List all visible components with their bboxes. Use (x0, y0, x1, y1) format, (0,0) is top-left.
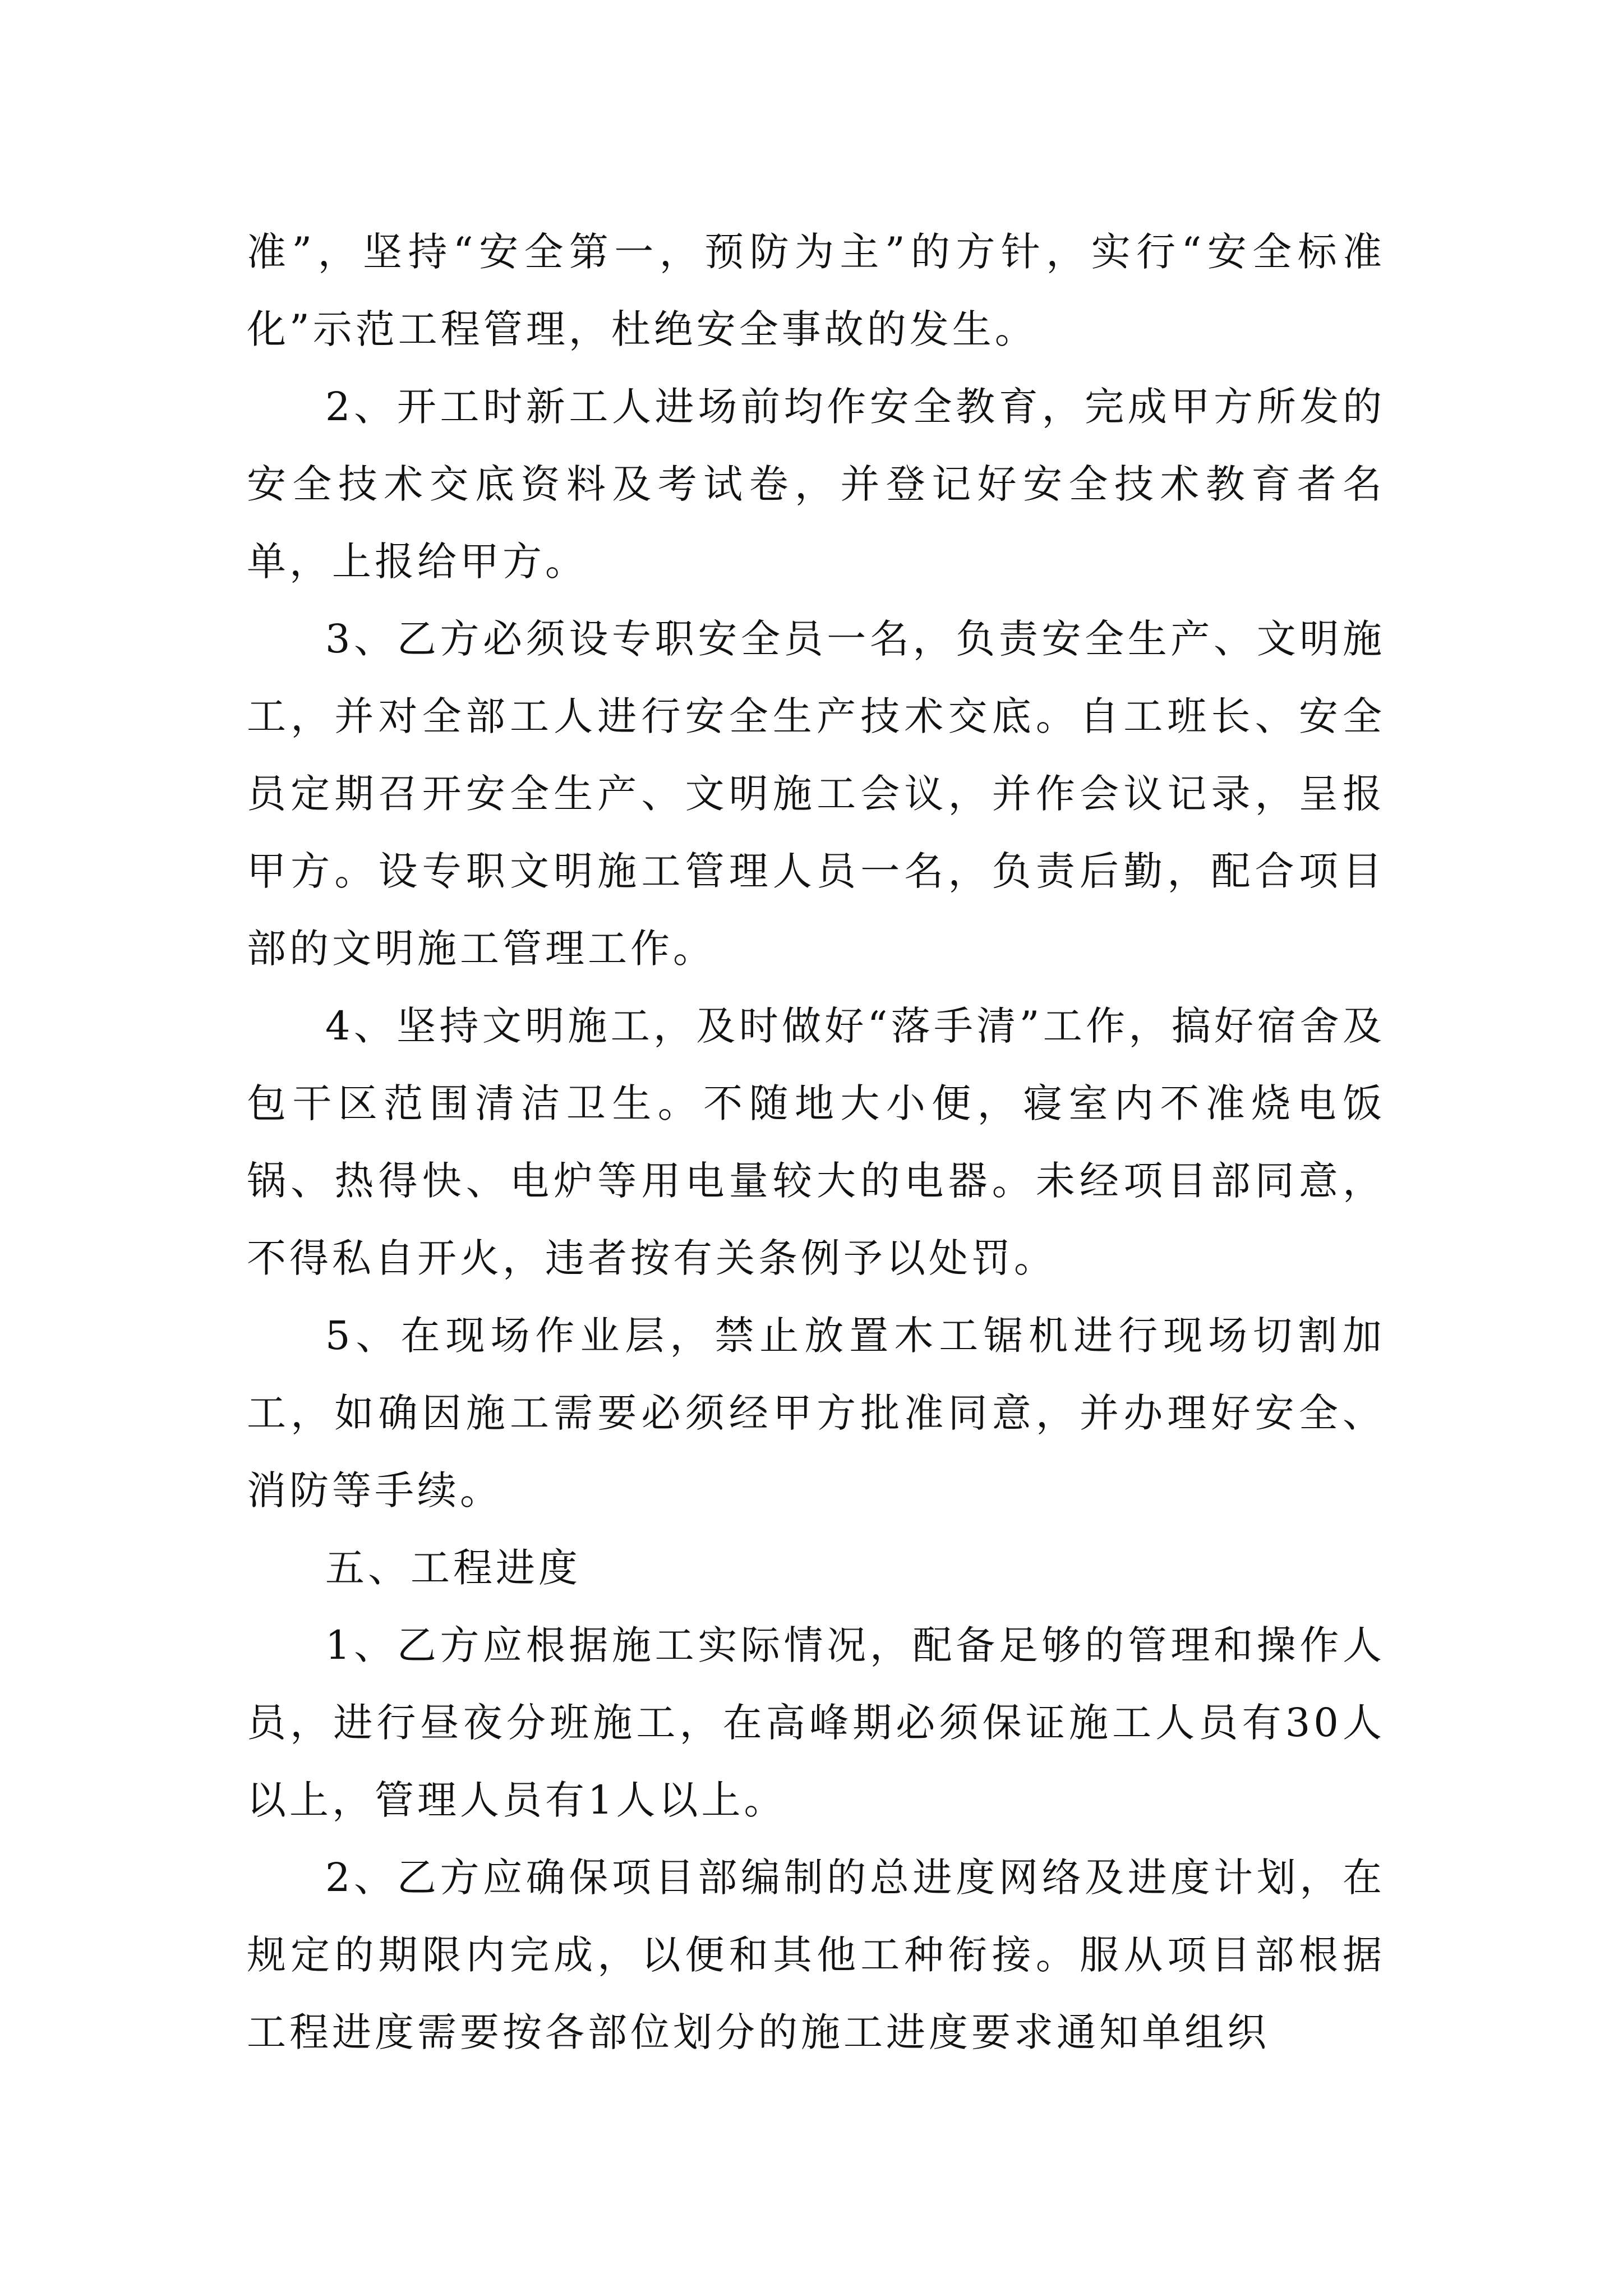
paragraph-progress-item-1-staffing: 1、乙方应根据施工实际情况，配备足够的管理和操作人员，进行昼夜分班施工，在高峰期必须保证施工人员有30人以上，管理人员有1人以上。 (247, 1622, 1385, 1823)
paragraph-item-2-safety-education: 2、开工时新工人进场前均作安全教育，完成甲方所发的安全技术交底资料及考试卷，并登记好安全技术教育者名单，上报给甲方。 (247, 384, 1385, 585)
section-heading-progress: 五、工程进度 (325, 1545, 581, 1591)
paragraph-safety-policy: 准”，坚持“安全第一，预防为主”的方针，实行“安全标准化”示范工程管理，杜绝安全事故的发生。 (247, 229, 1385, 352)
paragraph-item-3-safety-officer: 3、乙方必须设专职安全员一名，负责安全生产、文明施工，并对全部工人进行安全生产技术交底。自工班长、安全员定期召开安全生产、文明施工会议，并作会议记录，呈报甲方。设专职文明施工管理人员一名，负责后勤，配合项目部的文明施工管理工作。 (247, 616, 1385, 972)
paragraph-item-5-work-layer: 5、在现场作业层，禁止放置木工锯机进行现场切割加工，如确因施工需要必须经甲方批准同意，并办理好安全、消防等手续。 (247, 1313, 1385, 1513)
paragraph-progress-item-2-schedule: 2、乙方应确保项目部编制的总进度网络及进度计划，在规定的期限内完成，以便和其他工种衔接。服从项目部根据工程进度需要按各部位划分的施工进度要求通知单组织 (247, 1855, 1385, 2055)
paragraph-item-4-civilized-construction: 4、坚持文明施工，及时做好“落手清”工作，搞好宿舍及包干区范围清洁卫生。不随地大小便，寝室内不准烧电饭锅、热得快、电炉等用电量较大的电器。未经项目部同意，不得私自开火，违者按有关条例予以处罚。 (247, 1003, 1385, 1281)
document-page (247, 213, 1385, 2071)
